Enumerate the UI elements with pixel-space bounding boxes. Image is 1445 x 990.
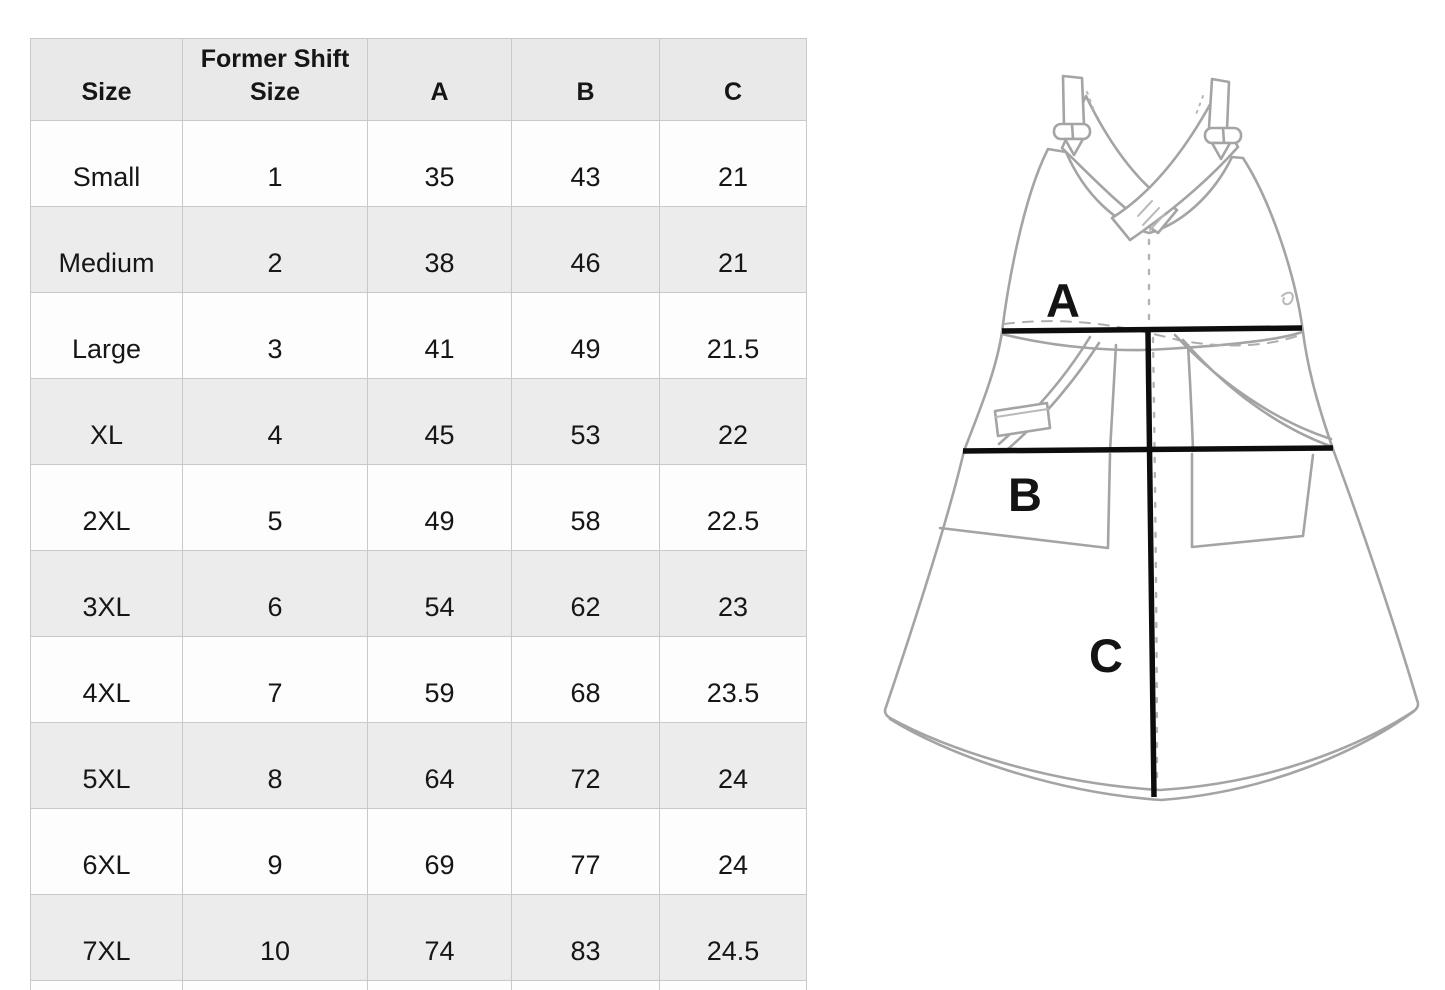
column-header-former-shift-size: Former Shift Size (183, 39, 368, 121)
table-cell: 43 (512, 121, 660, 207)
table-cell: 3XL (31, 551, 183, 637)
table-cell: 21 (660, 121, 807, 207)
table-cell: 23 (660, 551, 807, 637)
table-cell: 58 (512, 465, 660, 551)
size-table-body (31, 121, 807, 981)
garment-sketch (860, 40, 1445, 870)
column-header-b: B (512, 39, 660, 121)
measure-line-a (1002, 328, 1302, 331)
table-cell: 7XL (31, 895, 183, 981)
table-row (31, 207, 807, 293)
garment-diagram (860, 40, 1445, 870)
table-row (31, 121, 807, 207)
table-cell: 41 (368, 293, 512, 379)
table-row (31, 723, 807, 809)
table-cell: Large (31, 293, 183, 379)
table-cell: 21.5 (660, 293, 807, 379)
table-cell: 38 (368, 207, 512, 293)
table-cell: XL (31, 379, 183, 465)
table-row (31, 895, 807, 981)
table-row (31, 809, 807, 895)
table-cell: 68 (512, 637, 660, 723)
partial-row (31, 981, 807, 990)
table-cell: 21 (660, 207, 807, 293)
table-cell: 35 (368, 121, 512, 207)
table-cell: 74 (368, 895, 512, 981)
table-cell: 59 (368, 637, 512, 723)
column-header-c: C (660, 39, 807, 121)
table-cell: 24 (660, 723, 807, 809)
column-header-size: Size (31, 39, 183, 121)
table-cell: 5XL (31, 723, 183, 809)
table-cell: 23.5 (660, 637, 807, 723)
table-cell: 45 (368, 379, 512, 465)
table-cell: 72 (512, 723, 660, 809)
measure-label-b: B (1008, 468, 1042, 521)
table-cell: 64 (368, 723, 512, 809)
table-cell: 69 (368, 809, 512, 895)
table-cell: 54 (368, 551, 512, 637)
measure-label-a: A (1046, 274, 1080, 327)
table-cell: 4 (183, 379, 368, 465)
table-cell: 2XL (31, 465, 183, 551)
table-cell: 3 (183, 293, 368, 379)
table-cell: 83 (512, 895, 660, 981)
column-header-a: A (368, 39, 512, 121)
table-cell: 6XL (31, 809, 183, 895)
table-cell: 5 (183, 465, 368, 551)
table-cell: 4XL (31, 637, 183, 723)
table-cell: 24.5 (660, 895, 807, 981)
table-cell: 53 (512, 379, 660, 465)
table-row (31, 465, 807, 551)
table-cell: 22.5 (660, 465, 807, 551)
measure-label-c: C (1089, 629, 1123, 682)
table-cell: 2 (183, 207, 368, 293)
table-cell: 7 (183, 637, 368, 723)
table-cell: 77 (512, 809, 660, 895)
table-cell: 24 (660, 809, 807, 895)
table-cell: 10 (183, 895, 368, 981)
table-cell: Medium (31, 207, 183, 293)
table-cell: 49 (512, 293, 660, 379)
size-table-header (31, 39, 807, 121)
table-cell: 8 (183, 723, 368, 809)
table-row (31, 379, 807, 465)
strap-top-right (1209, 79, 1229, 130)
table-row (31, 551, 807, 637)
table-row (31, 637, 807, 723)
band-stitch-marks (1087, 92, 1203, 117)
table-cell: 46 (512, 207, 660, 293)
table-cell: 6 (183, 551, 368, 637)
strap-top-left (1063, 76, 1084, 127)
table-cell: 1 (183, 121, 368, 207)
table-row (31, 293, 807, 379)
size-table (30, 38, 807, 990)
buckle-left-prong (1072, 124, 1073, 139)
header-row (31, 39, 807, 121)
table-cell: Small (31, 121, 183, 207)
size-table-footer (31, 981, 807, 990)
buckle-right-prong (1223, 128, 1224, 143)
table-cell: 22 (660, 379, 807, 465)
table-cell: 9 (183, 809, 368, 895)
table-cell: 49 (368, 465, 512, 551)
table-cell: 62 (512, 551, 660, 637)
